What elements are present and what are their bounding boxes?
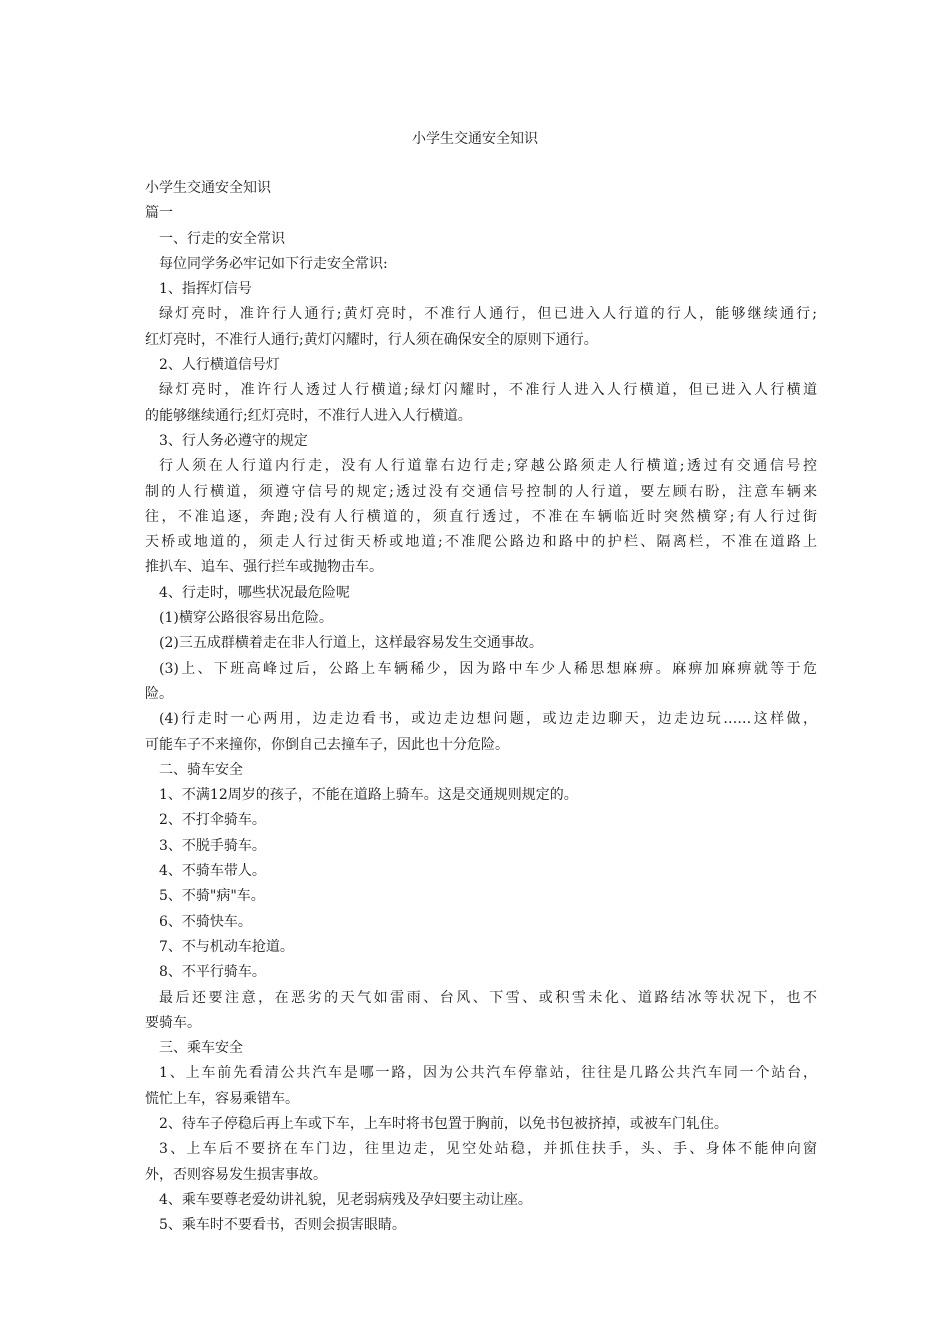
text-line: 2、不打伞骑车。 xyxy=(159,812,266,829)
text-line: 要骑车。 xyxy=(145,1014,201,1031)
text-line: 小学生交通安全知识 xyxy=(145,180,271,196)
text-line: 往，不准追逐，奔跑;没有人行横道的，须直行透过，不准在车辆临近时突然横穿;有人行过街 xyxy=(145,508,817,525)
text-line: 7、不与机动车抢道。 xyxy=(159,938,294,955)
text-line: 天桥或地道的，须走人行过街天桥或地道;不准爬公路边和路中的护栏、隔离栏，不准在道路上 xyxy=(145,534,817,551)
text-line: 4、不骑车带人。 xyxy=(159,863,266,880)
text-line: 8、不平行骑车。 xyxy=(159,964,266,981)
text-line: 5、不骑"病"车。 xyxy=(159,888,265,905)
text-line: 绿灯亮时，准许行人透过人行横道;绿灯闪耀时，不准行人进入人行横道，但已进入人行横道 xyxy=(159,382,817,399)
page-title: 小学生交通安全知识 xyxy=(412,131,538,147)
text-line: (3)上、下班高峰过后，公路上车辆稀少，因为路中车少人稀思想麻痹。麻痹加麻痹就等于危 xyxy=(159,660,817,677)
text-line: 一、行走的安全常识 xyxy=(159,230,285,247)
text-line: 篇一 xyxy=(145,205,173,222)
text-line: 制的人行横道，须遵守信号的规定;透过没有交通信号控制的人行道，要左顾右盼，注意车辆来 xyxy=(145,483,817,500)
text-line: (4)行走时一心两用，边走边看书，或边走边想问题，或边走边聊天，边走边玩……这样做， xyxy=(159,711,817,728)
document-body xyxy=(145,176,817,1238)
text-line: 绿灯亮时，准许行人通行;黄灯亮时，不准行人通行，但已进入人行道的行人，能够继续通行; xyxy=(159,306,817,323)
text-line: (2)三五成群横着走在非人行道上，这样最容易发生交通事故。 xyxy=(159,635,543,652)
text-line: 1、不满12周岁的孩子，不能在道路上骑车。这是交通规则规定的。 xyxy=(159,787,578,804)
text-line: 二、骑车安全 xyxy=(159,761,243,778)
text-line: 1、指挥灯信号 xyxy=(159,281,252,298)
text-line: 外，否则容易发生损害事故。 xyxy=(145,1166,327,1183)
text-line: 可能车子不来撞你，你倒自己去撞车子，因此也十分危险。 xyxy=(145,736,509,753)
text-line: 3、上车后不要挤在车门边，往里边走，见空处站稳，并抓住扶手，头、手、身体不能伸向窗 xyxy=(159,1141,817,1158)
text-line: 推扒车、追车、强行拦车或抛物击车。 xyxy=(145,559,383,576)
text-line: 4、行走时，哪些状况最危险呢 xyxy=(159,584,350,601)
text-line: (1)横穿公路很容易出危险。 xyxy=(159,610,333,627)
text-line: 4、乘车要尊老爱幼讲礼貌，见老弱病残及孕妇要主动让座。 xyxy=(159,1191,532,1208)
text-line: 红灯亮时，不准行人通行;黄灯闪耀时，行人须在确保安全的原则下通行。 xyxy=(145,331,598,348)
text-line: 3、不脱手骑车。 xyxy=(159,837,266,854)
text-line: 险。 xyxy=(145,685,173,702)
text-line: 5、乘车时不要看书，否则会损害眼睛。 xyxy=(159,1217,406,1234)
text-line: 三、乘车安全 xyxy=(159,1040,243,1057)
text-line: 1、上车前先看清公共汽车是哪一路，因为公共汽车停靠站，往往是几路公共汽车同一个站台， xyxy=(159,1065,817,1082)
text-line: 的能够继续通行;红灯亮时，不准行人进入人行横道。 xyxy=(145,407,472,424)
text-line: 2、待车子停稳后再上车或下车，上车时将书包置于胸前，以免书包被挤掉，或被车门轧住。 xyxy=(159,1115,728,1132)
text-line: 3、行人务必遵守的规定 xyxy=(159,432,308,449)
text-line: 每位同学务必牢记如下行走安全常识: xyxy=(159,255,388,272)
text-line: 行人须在人行道内行走，没有人行道靠右边行走;穿越公路须走人行横道;透过有交通信号控 xyxy=(159,458,817,475)
text-line: 慌忙上车，容易乘错车。 xyxy=(145,1090,299,1107)
text-line: 2、人行横道信号灯 xyxy=(159,357,280,374)
text-line: 6、不骑快车。 xyxy=(159,913,252,930)
text-line: 最后还要注意，在恶劣的天气如雷雨、台风、下雪、或积雪未化、道路结冰等状况下，也不 xyxy=(159,989,817,1006)
